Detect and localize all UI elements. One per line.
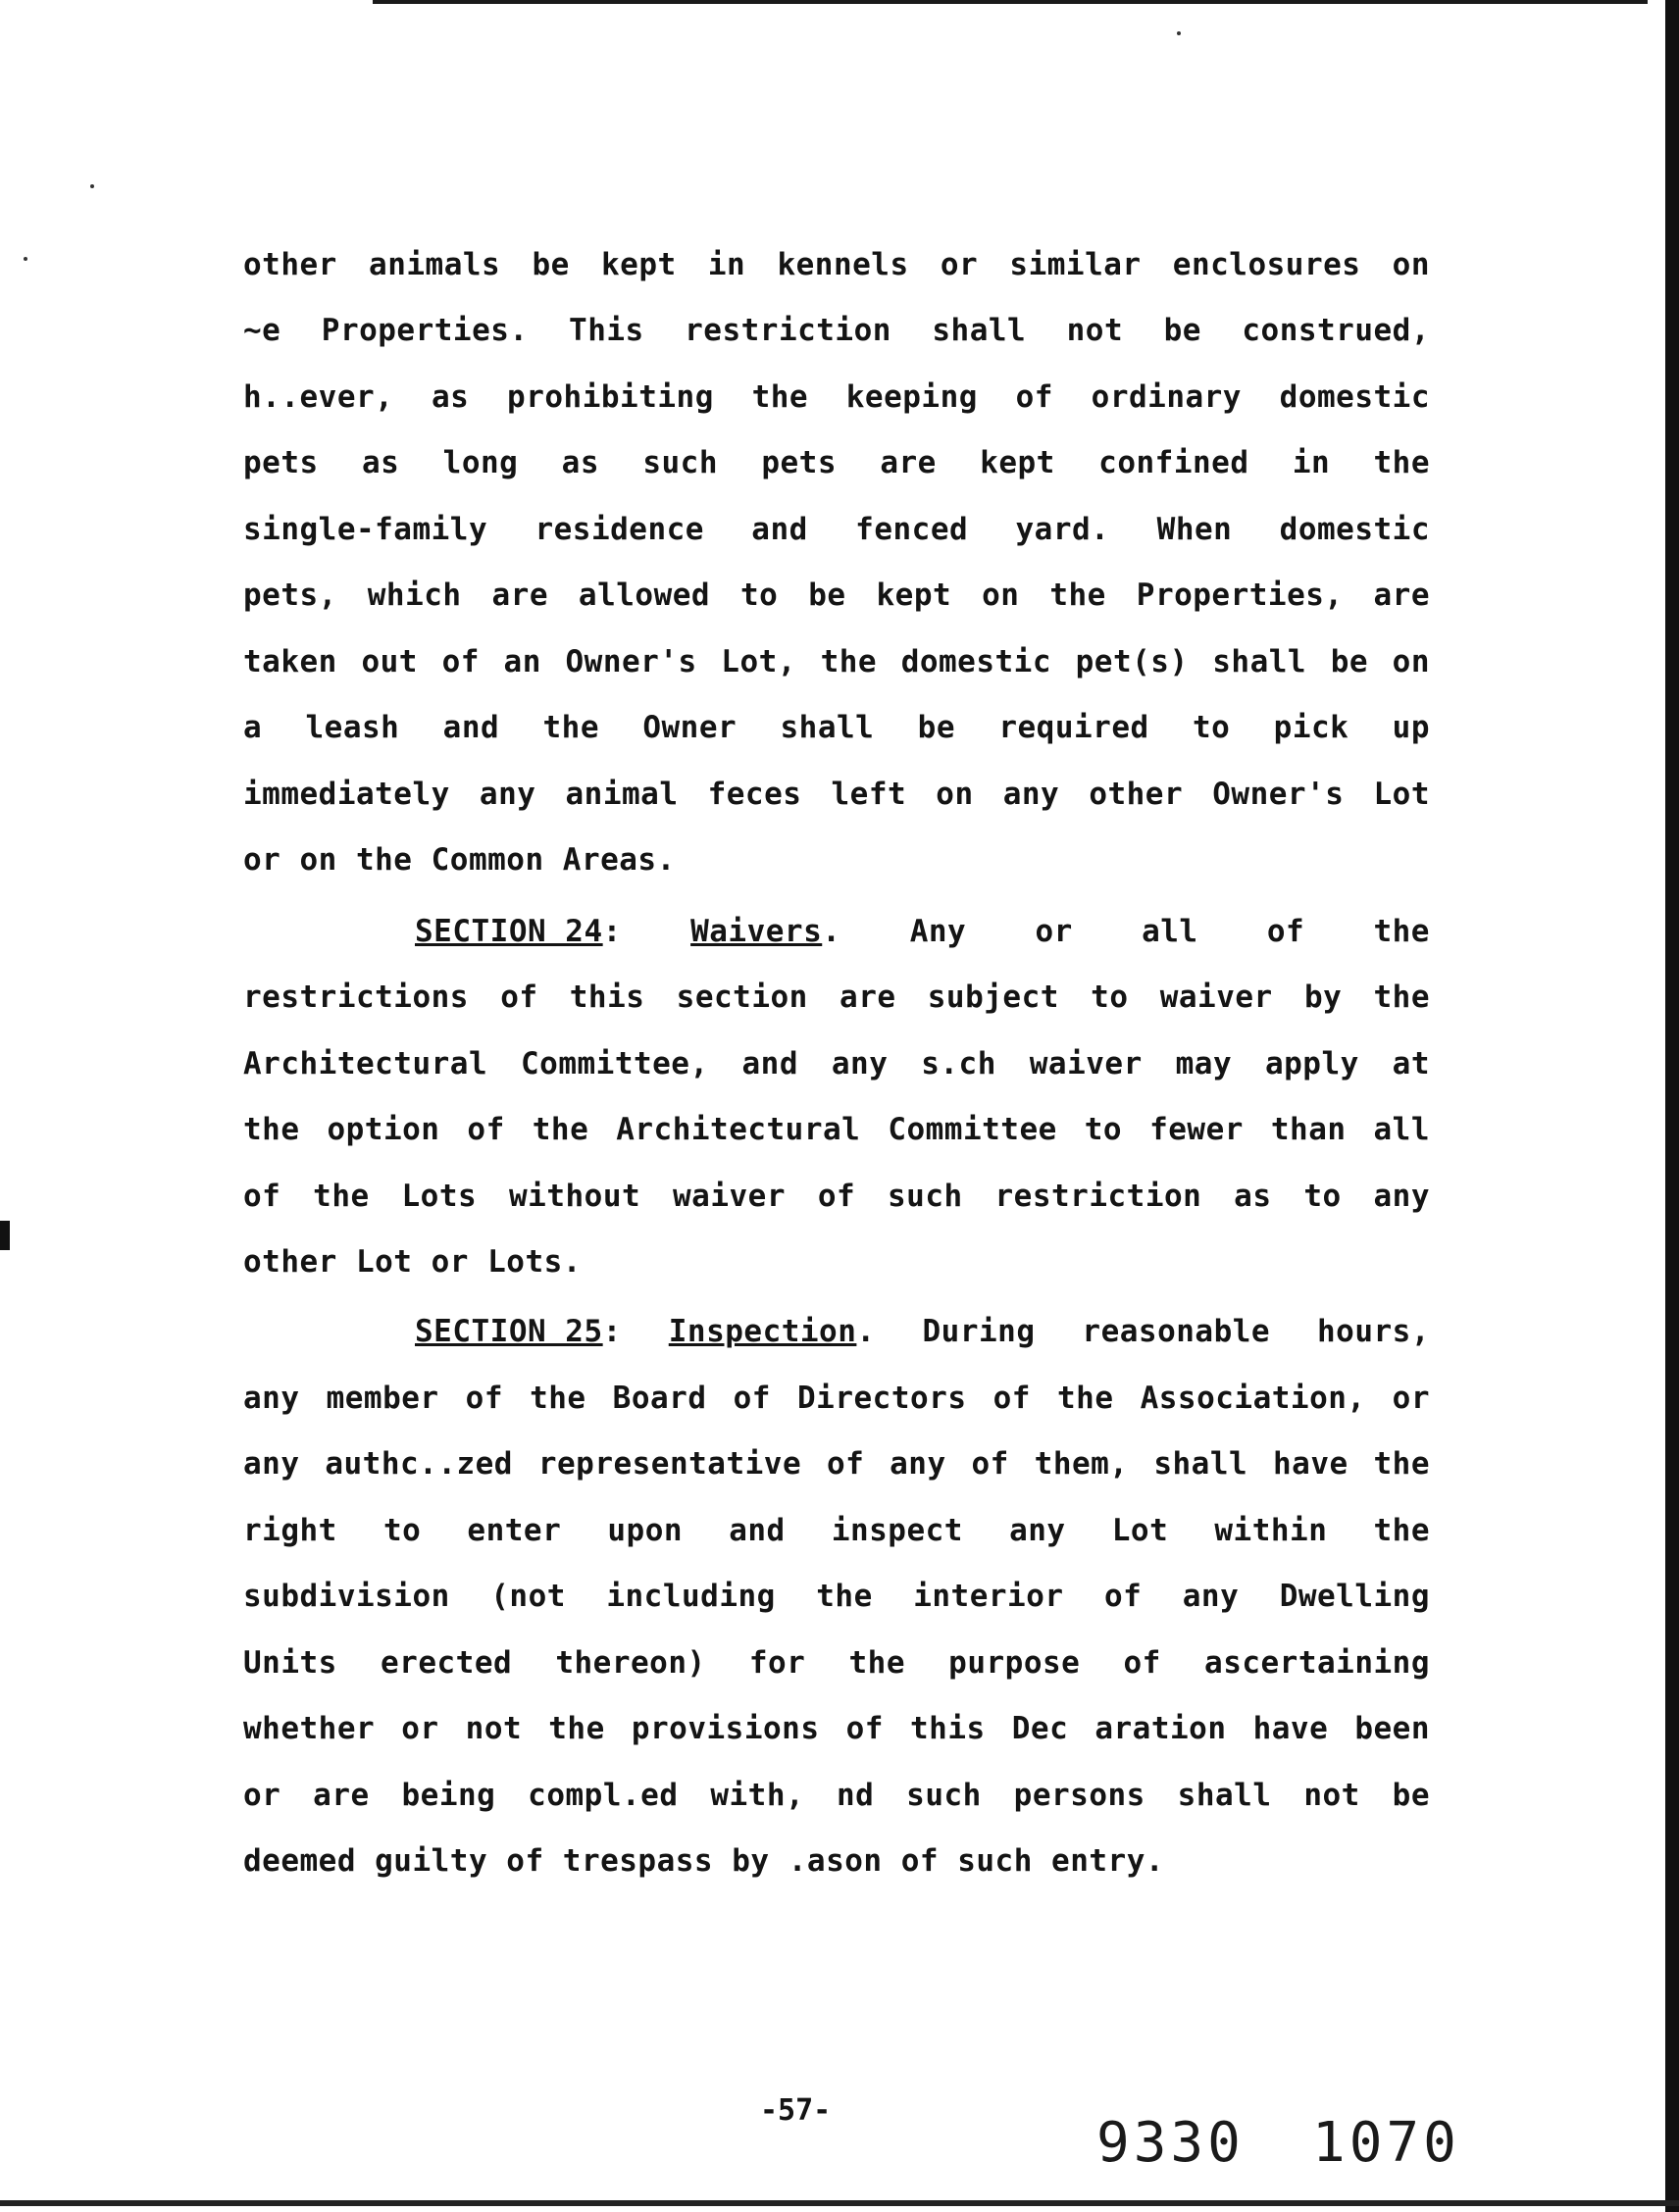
section-title-group — [690, 912, 840, 951]
text-line: Units erected thereon) for the purpose of ascertaining — [243, 1645, 1430, 1681]
scan-speck — [24, 257, 27, 261]
section-period: . — [822, 914, 841, 949]
scan-edge-bottom — [0, 2200, 1679, 2206]
lead-word: reasonable — [1082, 1314, 1271, 1349]
text-line: taken out of an Owner's Lot, the domestic pet(s) shall be on — [243, 644, 1430, 679]
text-line: or are being compl.ed with, nd such persons shall not be — [243, 1778, 1430, 1813]
text-line: h..ever, as prohibiting the keeping of ordinary domestic — [243, 379, 1430, 415]
recording-stamp-book: 9330 — [1096, 2111, 1245, 2175]
lead-word: hours, — [1317, 1314, 1430, 1349]
text-line: other animals be kept in kennels or similar enclosures on — [243, 247, 1430, 282]
lead-word: the — [1373, 914, 1430, 949]
scan-speck — [90, 184, 94, 188]
text-line: whether or not the provisions of this Dec aration have been — [243, 1711, 1430, 1746]
recording-stamp-page: 1070 — [1312, 2111, 1460, 2175]
text-line: restrictions of this section are subject to waiver by the — [243, 980, 1430, 1015]
section-heading-line — [415, 1312, 1430, 1351]
scan-edge-right — [1665, 0, 1679, 2212]
section-heading — [415, 1312, 622, 1351]
section-number: SECTION 24 — [415, 914, 603, 949]
section-number: SECTION 25 — [415, 1314, 603, 1349]
text-line: deemed guilty of trespass by .ason of such entry. — [243, 1843, 1165, 1879]
text-line: Architectural Committee, and any s.ch waiver may apply at — [243, 1046, 1430, 1081]
scan-edge-top — [373, 0, 1648, 4]
section-heading-line — [415, 912, 1430, 951]
text-line: immediately any animal feces left on any other Owner's Lot — [243, 777, 1430, 812]
section-colon: : — [602, 914, 622, 949]
scan-speck — [1177, 31, 1181, 35]
text-line: or on the Common Areas. — [243, 842, 676, 878]
section-period: . — [856, 1314, 876, 1349]
lead-word: During — [922, 1314, 1036, 1349]
text-line: of the Lots without waiver of such restriction as to any — [243, 1179, 1430, 1214]
text-line: the option of the Architectural Committee to fewer than all — [243, 1112, 1430, 1147]
text-line: subdivision (not including the interior of any Dwelling — [243, 1579, 1430, 1614]
text-line: ~e Properties. This restriction shall not be construed, — [243, 313, 1430, 348]
lead-word: all — [1142, 914, 1198, 949]
text-line: single-family residence and fenced yard. When domestic — [243, 512, 1430, 547]
section-heading — [415, 912, 622, 951]
lead-word: of — [1266, 914, 1305, 949]
section-colon: : — [602, 1314, 622, 1349]
lead-word: Any — [909, 914, 967, 949]
section-title-group — [669, 1312, 876, 1351]
section-title: Waivers — [690, 914, 823, 949]
text-line: other Lot or Lots. — [243, 1244, 582, 1280]
page-number: -57- — [760, 2093, 832, 2128]
text-line: a leash and the Owner shall be required to pick up — [243, 710, 1430, 745]
text-line: right to enter upon and inspect any Lot within the — [243, 1513, 1430, 1548]
text-line: any authc..zed representative of any of them, shall have the — [243, 1446, 1430, 1482]
section-title: Inspection — [668, 1314, 857, 1349]
text-line: pets, which are allowed to be kept on the Properties, are — [243, 578, 1430, 613]
text-line: pets as long as such pets are kept confined in the — [243, 445, 1430, 480]
lead-word: or — [1035, 914, 1073, 949]
text-line: any member of the Board of Directors of the Association, or — [243, 1381, 1430, 1416]
scan-edge-left-mark — [0, 1221, 10, 1250]
